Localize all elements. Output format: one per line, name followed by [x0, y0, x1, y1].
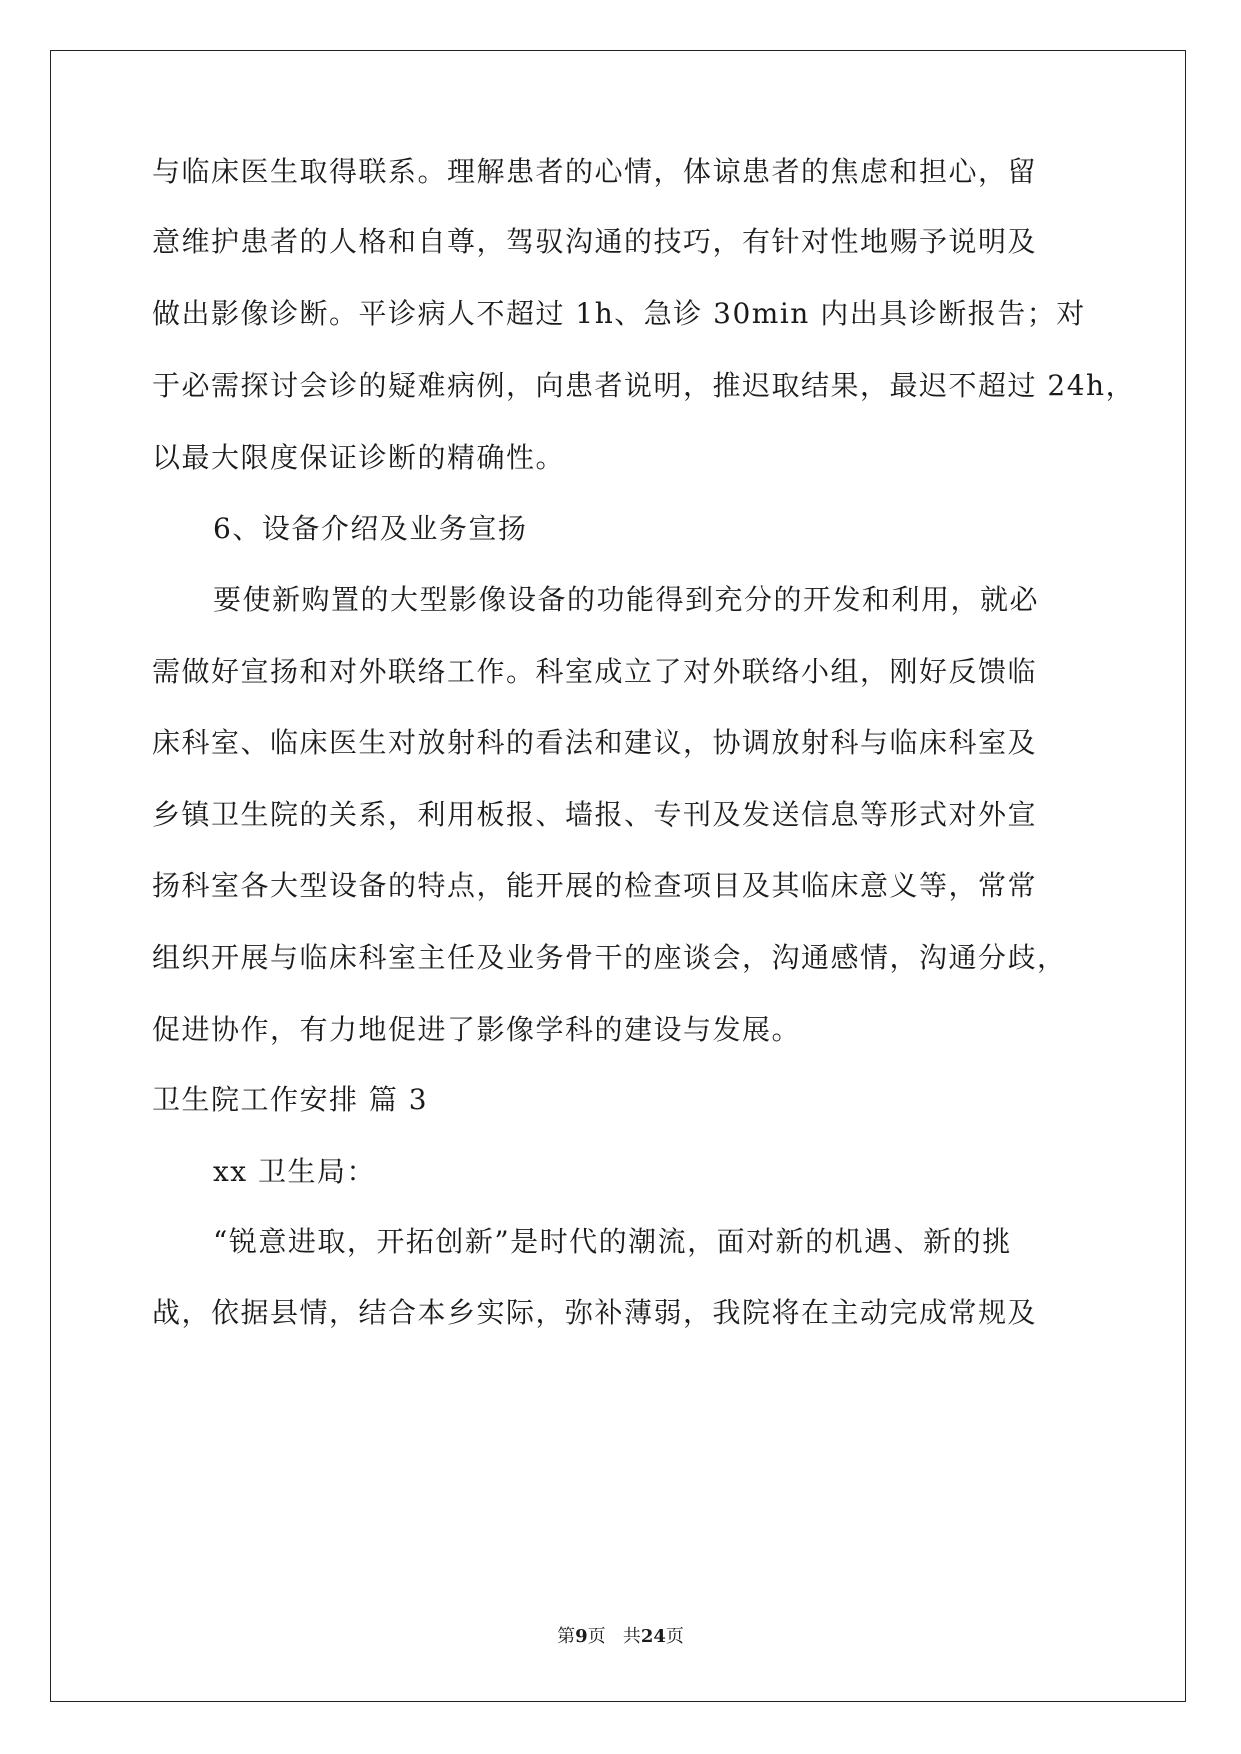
text-line: 扬科室各大型设备的特点，能开展的检查项目及其临床意义等，常常: [152, 869, 1038, 902]
text-line: 需做好宣扬和对外联络工作。科室成立了对外联络小组，刚好反馈临: [152, 655, 1038, 688]
page-footer: [0, 1625, 1241, 1649]
text-line: 与临床医生取得联系。理解患者的心情，体谅患者的焦虑和担心，留: [152, 155, 1038, 188]
text-line: 床科室、临床医生对放射科的看法和建议，协调放射科与临床科室及: [152, 726, 1038, 759]
text-line: 以最大限度保证诊断的精确性。: [152, 441, 566, 474]
total-suffix: 页: [665, 1626, 684, 1647]
text-line: 组织开展与临床科室主任及业务骨干的座谈会，沟通感情，沟通分歧，: [152, 941, 1067, 974]
page-prefix: 第: [557, 1626, 576, 1647]
page-number: 9: [575, 1626, 588, 1647]
text-line: 要使新购置的大型影像设备的功能得到充分的开发和利用，就必: [213, 583, 1040, 616]
text-line: 乡镇卫生院的关系，利用板报、墙报、专刊及发送信息等形式对外宣: [152, 798, 1038, 831]
text-line: 于必需探讨会诊的疑难病例，向患者说明，推迟取结果，最迟不超过 24h，: [152, 369, 1136, 402]
page-suffix: 页: [587, 1626, 606, 1647]
total-pages: 24: [640, 1626, 666, 1647]
total-prefix: 共: [622, 1626, 641, 1647]
text-line: 意维护患者的人格和自尊，驾驭沟通的技巧，有针对性地赐予说明及: [152, 225, 1038, 258]
text-line: 做出影像诊断。平诊病人不超过 1h、急诊 30min 内出具诊断报告；对: [152, 297, 1086, 330]
salutation: xx 卫生局：: [213, 1155, 376, 1188]
article-heading: 卫生院工作安排 篇 3: [152, 1083, 429, 1116]
section-heading: 6、设备介绍及业务宣扬: [213, 512, 528, 545]
text-line: 促进协作，有力地促进了影像学科的建设与发展。: [152, 1013, 802, 1046]
text-line: “锐意进取，开拓创新”是时代的潮流，面对新的机遇、新的挑: [213, 1225, 1012, 1258]
text-line: 战，依据县情，结合本乡实际，弥补薄弱，我院将在主动完成常规及: [152, 1296, 1038, 1329]
